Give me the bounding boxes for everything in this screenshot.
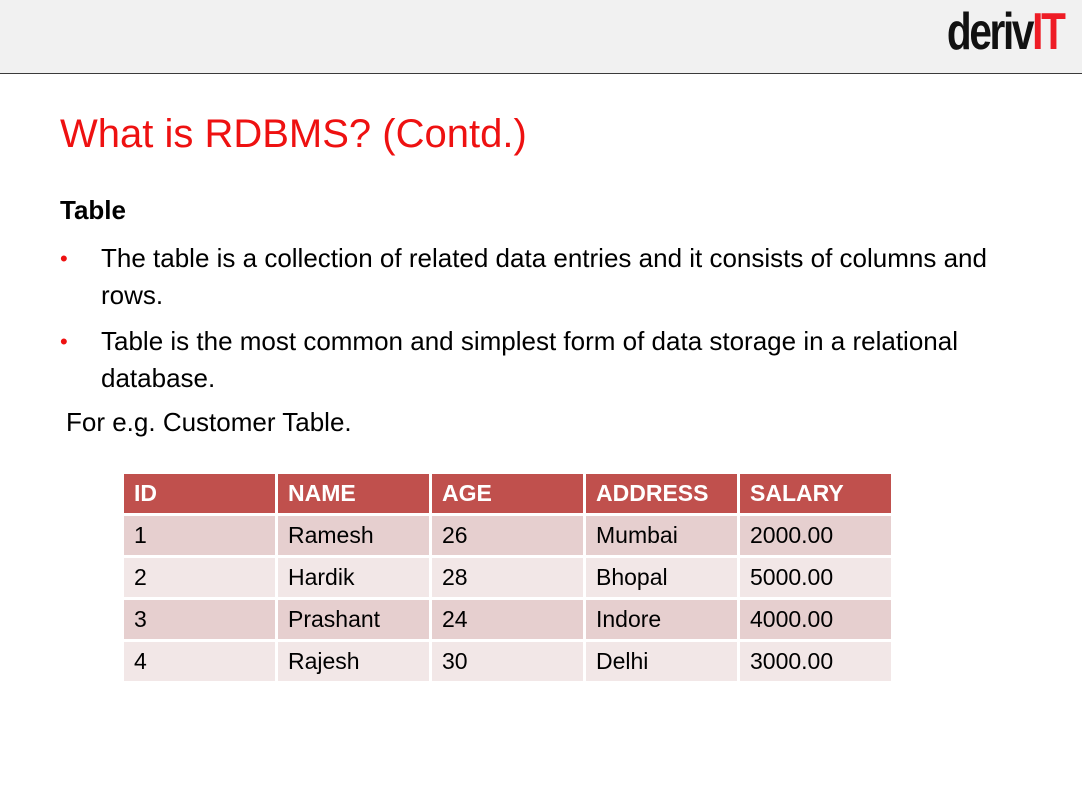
table-cell: 26	[431, 515, 585, 557]
header-band	[0, 0, 1082, 74]
column-header-age: AGE	[431, 473, 585, 515]
table-cell: 3000.00	[739, 641, 893, 683]
table-cell: 5000.00	[739, 557, 893, 599]
example-caption: For e.g. Customer Table.	[66, 407, 352, 437]
table-cell: Bhopal	[585, 557, 739, 599]
bullet-item	[60, 323, 1050, 397]
table-row	[123, 557, 893, 599]
table-cell: 30	[431, 641, 585, 683]
customer-table	[121, 471, 894, 684]
table-cell: Rajesh	[277, 641, 431, 683]
table-cell: 24	[431, 599, 585, 641]
table-header-row	[123, 473, 893, 515]
table-cell: Indore	[585, 599, 739, 641]
column-header-id: ID	[123, 473, 277, 515]
table-cell: Prashant	[277, 599, 431, 641]
table-cell: Ramesh	[277, 515, 431, 557]
slide-title: What is RDBMS? (Contd.)	[60, 112, 527, 156]
logo-text-deriv: deriv	[947, 3, 1033, 61]
table-row	[123, 641, 893, 683]
bullet-dot-icon: •	[60, 246, 68, 271]
table-cell: 4	[123, 641, 277, 683]
bullet-item	[60, 240, 1050, 314]
table-cell: 3	[123, 599, 277, 641]
column-header-name: NAME	[277, 473, 431, 515]
table-cell: Mumbai	[585, 515, 739, 557]
bullet-list	[60, 240, 1050, 406]
table-cell: Delhi	[585, 641, 739, 683]
table-cell: Hardik	[277, 557, 431, 599]
derivit-logo	[947, 2, 1064, 62]
table-cell: 2000.00	[739, 515, 893, 557]
column-header-address: ADDRESS	[585, 473, 739, 515]
table-row	[123, 599, 893, 641]
bullet-dot-icon: •	[60, 329, 68, 354]
bullet-text: Table is the most common and simplest form of data storage in a relational database.	[101, 326, 958, 393]
section-heading: Table	[60, 195, 126, 225]
table-cell: 28	[431, 557, 585, 599]
table-cell: 4000.00	[739, 599, 893, 641]
table-cell: 2	[123, 557, 277, 599]
logo-text-it: IT	[1032, 3, 1064, 61]
bullet-text: The table is a collection of related data entries and it consists of columns and rows.	[101, 243, 987, 310]
column-header-salary: SALARY	[739, 473, 893, 515]
table-row	[123, 515, 893, 557]
table-cell: 1	[123, 515, 277, 557]
